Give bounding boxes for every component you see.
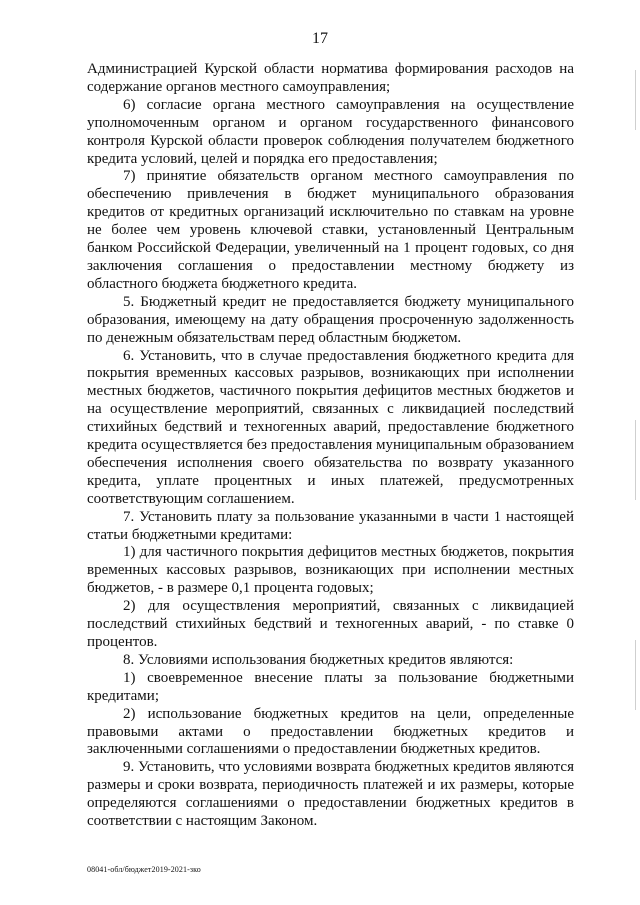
scan-edge-mark [635, 420, 636, 500]
paragraph: 2) для осуществления мероприятий, связанных с ликвидацией последствий стихийных бедствий и техногенных аварий, - по ставке 0 процентов. [87, 598, 574, 650]
scan-edge-mark [635, 70, 636, 130]
footer-document-code: 08041-обл/бюджет2019-2021-зко [87, 865, 201, 874]
paragraph: 6) согласие органа местного самоуправления на осуществление уполномоченным органом и органом государственного финансового контроля Курской области проверок соблюдения получателем бюджетного кредита условий, целей и порядка его предоставления; [87, 96, 574, 167]
page-number: 17 [312, 30, 328, 47]
body-text [87, 61, 574, 831]
paragraph: 8. Условиями использования бюджетных кредитов являются: [123, 651, 514, 668]
paragraph: 6. Установить, что в случае предоставления бюджетного кредита для покрытия временных кассовых разрывов, возникающих при исполнении местных бюджетов, частичного покрытия дефицитов местных бюджетов и на осуществление мероприятий, связанных с ликвидацией последствий стихийных бедствий и техногенных аварий, предоставление бюджетного кредита осуществляется без предоставления муниципальным образованием обеспечения исполнения своего обязательства по возврату указанного кредита, уплате процентных и иных платежей, предусмотренных соответствующим соглашением. [87, 347, 574, 507]
paragraph: 7. Установить плату за пользование указанными в части 1 настоящей статьи бюджетными кредитами: [87, 508, 574, 543]
paragraph: 7) принятие обязательств органом местного самоуправления по обеспечению привлечения в бюджет муниципального образования кредитов от кредитных организаций исключительно по ставкам на уровне не более чем уровень ключевой ставки, установленный Центральным банком Российской Федерации, увеличенный на 1 процент годовых, со дня заключения соглашения о предоставлении местному бюджету из областного бюджета бюджетного кредита. [87, 168, 574, 292]
paragraph: 5. Бюджетный кредит не предоставляется бюджету муниципального образования, имеющему на дату обращения просроченную задолженность по денежным обязательствам перед областным бюджетом. [87, 293, 574, 346]
paragraph: 2) использование бюджетных кредитов на цели, определенные правовыми актами о предоставлении бюджетных кредитов и заключенными соглашениями о предоставлении бюджетных кредитов. [87, 705, 574, 758]
paragraph: 9. Установить, что условиями возврата бюджетных кредитов являются размеры и сроки возврата, периодичность платежей и их размеры, которые определяются соглашениями о предоставлении бюджетных кредитов в соответствии с настоящим Законом. [87, 759, 574, 830]
paragraph: 1) для частичного покрытия дефицитов местных бюджетов, покрытия временных кассовых разрывов, возникающих при исполнении местных бюджетов, - в размере 0,1 процента годовых; [87, 544, 574, 597]
paragraph: 1) своевременное внесение платы за пользование бюджетными кредитами; [87, 669, 574, 704]
scan-edge-mark [635, 640, 636, 710]
paragraph: Администрацией Курской области норматива формирования расходов на содержание органов местного самоуправления; [87, 61, 574, 95]
